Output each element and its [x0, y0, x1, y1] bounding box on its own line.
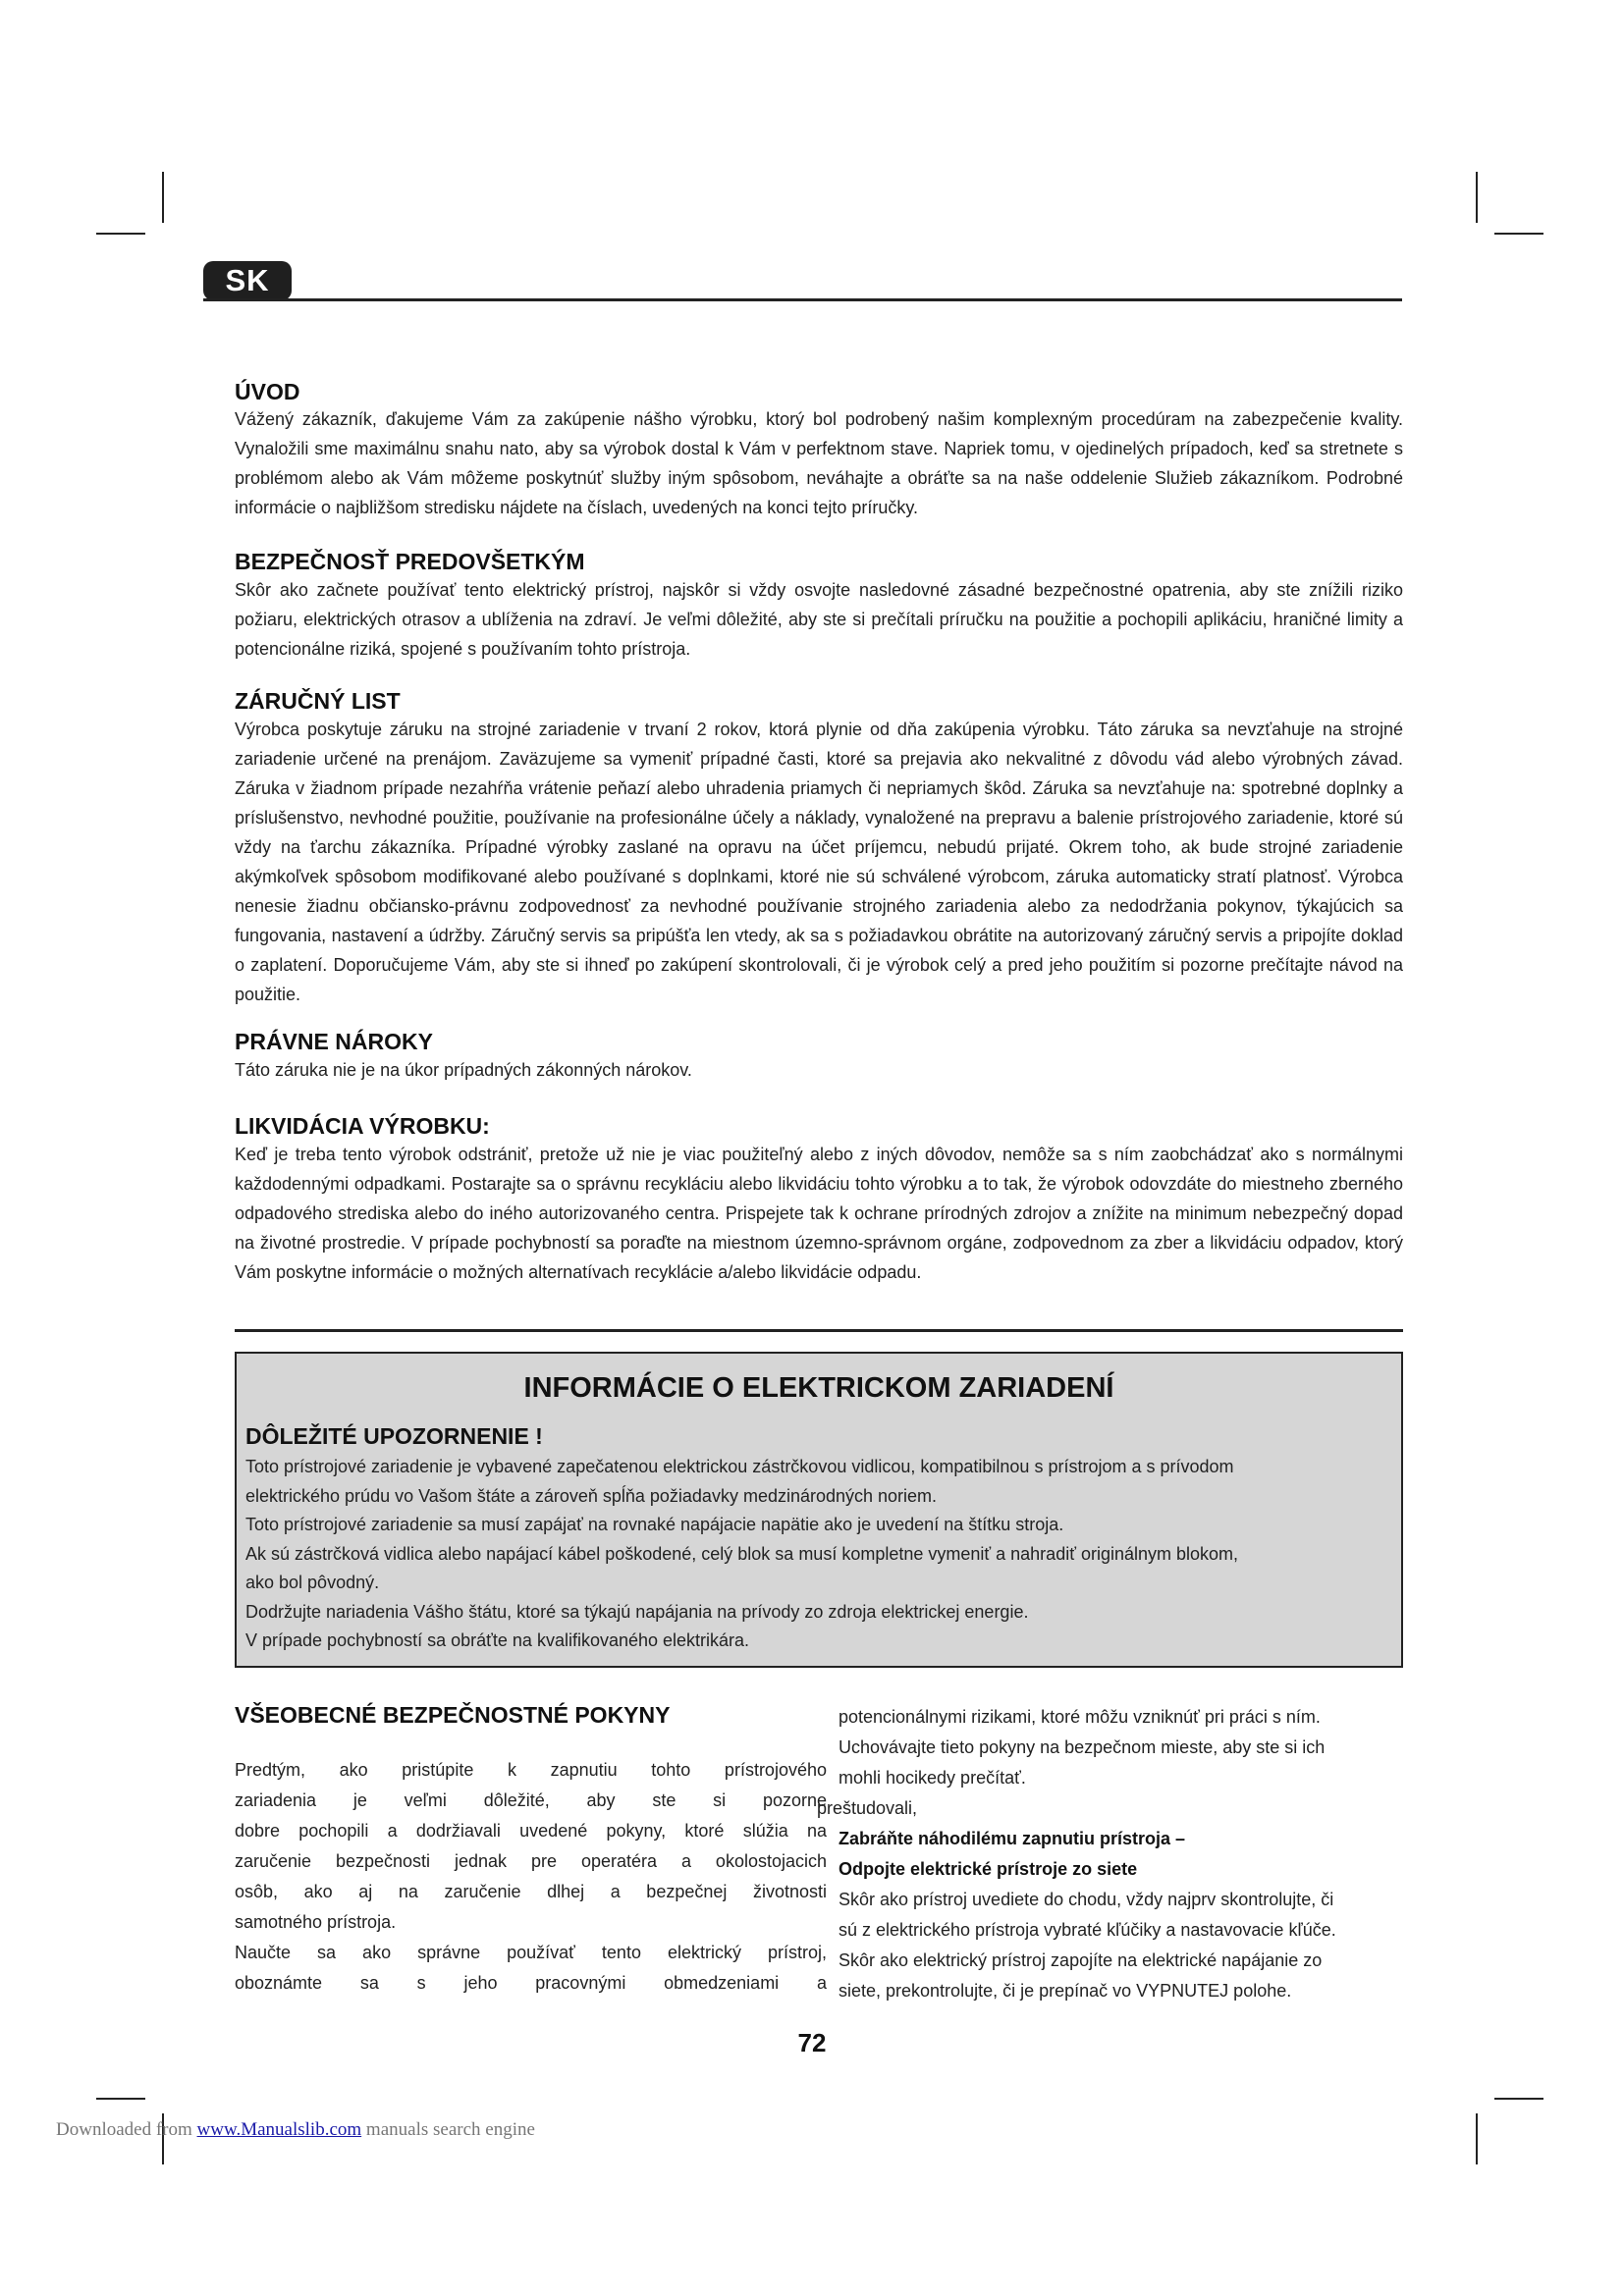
- subheading: Odpojte elektrické prístroje zo siete: [839, 1859, 1138, 1879]
- crop-mark: [1476, 172, 1478, 223]
- language-badge: SK: [203, 261, 292, 300]
- section-text-bezpecnost: Skôr ako začnete používať tento elektrický prístroj, najskôr si vždy osvojte nasledovné zásadné bezpečnostné opatrenia, aby ste znížili riziko požiaru, elektrických otrasov a ublíženia na zdraví. Je veľmi dôležité, aby ste si prečítali príručku na použitie a pochopili aplikáciu, hraničné limity a potencionálne riziká, spojené s používaním tohto prístroja.: [235, 580, 1403, 659]
- general-safety-title: VŠEOBECNÉ BEZPEČNOSTNÉ POKYNY: [235, 1702, 671, 1728]
- text-line: Naučte sa ako správne používať tento elektrický prístroj,: [235, 1943, 827, 1962]
- footer-prefix: Downloaded from: [56, 2119, 192, 2140]
- section-title-pravne-naroky: PRÁVNE NÁROKY: [235, 1029, 433, 1054]
- text-line: osôb, ako aj na zaručenie dlhej a bezpečnej životnosti: [235, 1882, 827, 1901]
- text-line: dobre pochopili a dodržiavali uvedené pokyny, ktoré slúžia na: [235, 1821, 827, 1841]
- text-line: siete, prekontrolujte, či je prepínač vo VYPNUTEJ polohe.: [839, 1981, 1292, 2001]
- text-line: samotného prístroja.: [235, 1912, 397, 1932]
- text-line: Predtým, ako pristúpite k zapnutiu tohto prístrojového: [235, 1760, 827, 1780]
- crop-mark: [162, 172, 164, 223]
- text-line: Uchovávajte tieto pokyny na bezpečnom mieste, aby ste si ich: [839, 1737, 1326, 1757]
- info-line: ako bol pôvodný.: [245, 1573, 380, 1592]
- info-line: elektrického prúdu vo Vašom štáte a zároveň spĺňa požiadavky medzinárodných noriem.: [245, 1485, 938, 1506]
- section-text-pravne-naroky: Táto záruka nie je na úkor prípadných zákonných nárokov.: [235, 1060, 692, 1080]
- general-safety-right-column: [817, 1702, 1408, 2006]
- text-line: zaručenie bezpečnosti jednak pre operatéra a okolostojacich: [235, 1851, 827, 1871]
- subheading: Zabráňte náhodilému zapnutiu prístroja –: [839, 1829, 1186, 1848]
- info-line: Dodržujte nariadenia Vášho štátu, ktoré sa týkajú napájania na prívody zo zdroja elektrickej energie.: [245, 1601, 1029, 1622]
- page-number: 72: [797, 2028, 827, 2057]
- section-title-zarucny-list: ZÁRUČNÝ LIST: [235, 688, 401, 714]
- crop-mark: [1494, 2098, 1543, 2100]
- text-line: mohli hocikedy prečítať.: [839, 1768, 1026, 1788]
- section-text-likvidacia: Keď je treba tento výrobok odstrániť, pretože už nie je viac použiteľný alebo z iných dôvodov, nemôže sa s ním zaobchádzať ako s normálnymi každodennými odpadkami. Postarajte sa o správnu recykláciu alebo likvidáciu tohto výrobku a to tak, že výrobok odovzdáte do miestneho zberného odpadového strediska alebo do iného autorizovaného centra. Prispejete tak k ochrane prírodných zdrojov a znížite na minimum nebezpečný dopad na životné prostredie. V prípade pochybností sa poraďte na miestnom územno-správnom orgáne, zodpovednom za zber a likvidáciu odpadov, ktorý Vám poskytne informácie o možných alternatívach recyklácie a/alebo likvidácie odpadu.: [235, 1145, 1403, 1282]
- manualslib-link[interactable]: www.Manualslib.com: [196, 2119, 362, 2140]
- info-line: V prípade pochybností sa obráťte na kvalifikovaného elektrikára.: [245, 1630, 750, 1650]
- text-line: preštudovali,: [817, 1798, 918, 1818]
- crop-mark: [1476, 2113, 1478, 2164]
- text-line: Skôr ako elektrický prístroj zapojíte na elektrické napájanie zo: [839, 1950, 1323, 1970]
- info-box-subtitle: DÔLEŽITÉ UPOZORNENIE !: [245, 1423, 543, 1449]
- text-line: potencionálnymi rizikami, ktoré môžu vzniknúť pri práci s ním.: [839, 1707, 1321, 1727]
- info-line: Toto prístrojové zariadenie je vybavené zapečatenou elektrickou zástrčkovou vidlicou, kompatibilnou s prístrojom a s prívodom: [245, 1457, 1234, 1476]
- section-text-zarucny-list: Výrobca poskytuje záruku na strojné zariadenie v trvaní 2 rokov, ktorá plynie od dňa zakúpenia výrobku. Táto záruka sa nevzťahuje na strojné zariadenie určené na prenájom. Zaväzujeme sa vymeniť prípadné časti, ktoré sa prejavia ako nekvalitné z dôvodu vád alebo výrobných závad. Záruka v žiadnom prípade nezahŕňa vrátenie peňazí alebo uhradenia priamych či nepriamych škôd. Záruka sa nevzťahuje na: spotrebné doplnky a príslušenstvo, nevhodné použitie, používanie na profesionálne účely a náklady, vynaložené na prepravu a balenie prístrojového zariadenie, ktoré sú vždy na ťarchu zákazníka. Prípadné výrobky zaslané na opravu na účet príjemcu, nebudú prijaté. Okrem toho, ak bude strojné zariadenie akýmkoľvek spôsobom modifikované alebo používané s doplnkami, ktoré nie sú schválené výrobcom, záruka automaticky stratí platnosť. Výrobca nenesie žiadnu občiansko-právnu zodpovednosť za nevhodné používanie strojného zariadenia alebo za nedodržania pokynov, týkajúcich sa fungovania, nastavení a údržby. Záručný servis sa pripúšťa len vtedy, ak sa s požiadavkou obrátite na autorizovaný záručný servis a pripojíte doklad o zaplatení. Doporučujeme Vám, aby ste si ihneď po zakúpení skontrolovali, či je výrobok celý a pred jeho použitím si pozorne prečítajte návod na použitie.: [235, 720, 1403, 1004]
- info-box-text: [245, 1453, 1389, 1656]
- general-safety-left-column: [235, 1755, 827, 1999]
- section-title-uvod: ÚVOD: [235, 379, 300, 404]
- info-box: [235, 1352, 1403, 1668]
- info-box-top-rule: [235, 1329, 1403, 1332]
- section-title-likvidacia: LIKVIDÁCIA VÝROBKU:: [235, 1113, 490, 1139]
- header-rule: [203, 298, 1402, 301]
- section-title-bezpecnost: BEZPEČNOSŤ PREDOVŠETKÝM: [235, 549, 585, 574]
- download-footer: [56, 2119, 535, 2141]
- info-line: Toto prístrojové zariadenie sa musí zapájať na rovnaké napájacie napätie ako je uvedení na štítku stroja.: [245, 1515, 1064, 1534]
- text-line: oboznámte sa s jeho pracovnými obmedzeniami a: [235, 1973, 827, 1993]
- info-box-title: INFORMÁCIE O ELEKTRICKOM ZARIADENÍ: [523, 1372, 1114, 1404]
- crop-mark: [96, 233, 145, 235]
- text-line: Skôr ako prístroj uvediete do chodu, vždy najprv skontrolujte, či: [839, 1890, 1334, 1909]
- text-line: sú z elektrického prístroja vybraté kľúčiky a nastavovacie kľúče.: [839, 1920, 1336, 1940]
- text-line: zariadenia je veľmi dôležité, aby ste si pozorne: [235, 1790, 827, 1810]
- footer-suffix: manuals search engine: [365, 2119, 535, 2140]
- info-line: Ak sú zástrčková vidlica alebo napájací kábel poškodené, celý blok sa musí kompletne vymeniť a nahradiť originálnym blokom,: [245, 1543, 1239, 1564]
- crop-mark: [96, 2098, 145, 2100]
- section-text-uvod: Vážený zákazník, ďakujeme Vám za zakúpenie nášho výrobku, ktorý bol podrobený našim komplexným procedúram na zabezpečenie kvality. Vynaložili sme maximálnu snahu nato, aby sa výrobok dostal k Vám v perfektnom stave. Napriek tomu, v ojedinelých prípadoch, keď sa stretnete s problémom alebo ak Vám môžeme poskytnúť služby iným spôsobom, neváhajte a obráťte sa na naše oddelenie Služieb zákazníkom. Podrobné informácie o najbližšom stredisku nájdete na číslach, uvedených na konci tejto príručky.: [235, 409, 1403, 517]
- crop-mark: [1494, 233, 1543, 235]
